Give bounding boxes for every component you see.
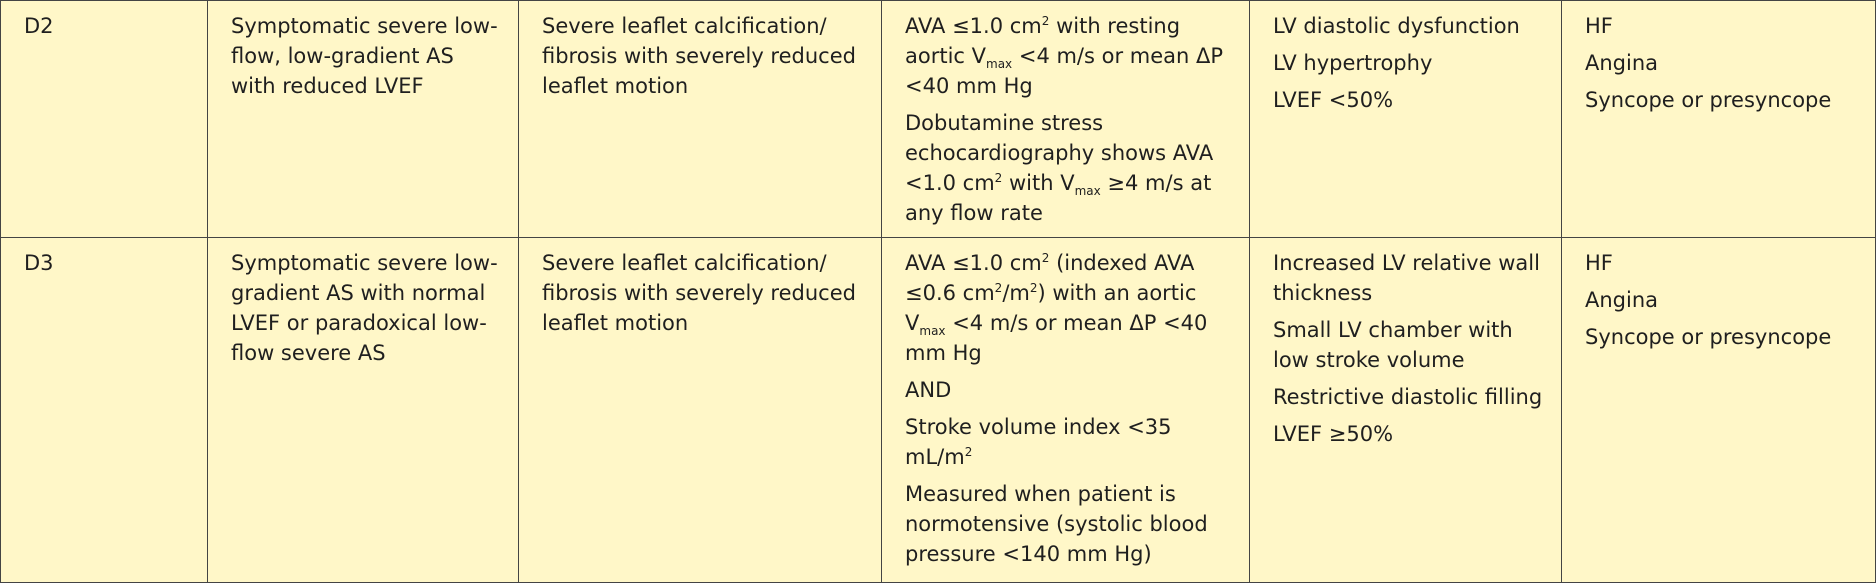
consequences-cell xyxy=(1250,238,1562,583)
hemodynamics-paragraph xyxy=(905,412,1233,472)
max-subscript: max xyxy=(986,57,1013,71)
symptoms-cell xyxy=(1562,238,1876,583)
superscript-two: 2 xyxy=(994,281,1003,295)
stage-cell xyxy=(1,238,208,583)
hemodynamics-paragraph xyxy=(905,248,1233,368)
table-row-d2 xyxy=(1,1,1876,238)
definition-cell xyxy=(208,1,519,238)
definition-text: Symptomatic severe low-gradient AS with normal LVEF or paradoxical low-flow severe AS xyxy=(231,251,498,365)
hemodynamics-text: Stroke volume index <35 mL/m xyxy=(905,415,1172,469)
symptom-item: Angina xyxy=(1585,51,1659,75)
consequence-item: LV diastolic dysfunction xyxy=(1273,14,1520,38)
symptom-item: Syncope or presyncope xyxy=(1585,88,1832,112)
hemodynamics-text: Dobutamine stress echocardiography shows AVA <1.0 cm xyxy=(905,111,1214,195)
stage-label: D3 xyxy=(24,251,54,275)
hemodynamics-text: /m xyxy=(1002,281,1030,305)
valve-anatomy-text: Severe leaflet calcification/ fibrosis with severely reduced leaflet motion xyxy=(542,14,856,98)
hemodynamics-text: <4 m/s or mean ΔP <40 mm Hg xyxy=(905,44,1224,98)
consequence-item: LVEF <50% xyxy=(1273,88,1394,112)
hemodynamics-text: with V xyxy=(1002,171,1075,195)
superscript-two: 2 xyxy=(994,171,1003,185)
symptom-item: HF xyxy=(1585,251,1613,275)
max-subscript: max xyxy=(1074,184,1101,198)
superscript-two: 2 xyxy=(1029,281,1038,295)
consequence-item: Increased LV relative wall thickness xyxy=(1273,251,1540,305)
superscript-two: 2 xyxy=(1041,14,1050,28)
symptoms-cell xyxy=(1562,1,1876,238)
hemodynamics-paragraph: Measured when patient is normotensive (systolic blood pressure <140 mm Hg) xyxy=(905,482,1208,566)
definition-cell xyxy=(208,238,519,583)
hemodynamics-text: with resting aortic V xyxy=(905,14,1181,68)
valve-anatomy-text: Severe leaflet calcification/ fibrosis with severely reduced leaflet motion xyxy=(542,251,856,335)
hemodynamics-cell xyxy=(882,1,1250,238)
hemodynamics-text: ) with an aortic V xyxy=(905,281,1197,335)
hemodynamics-cell xyxy=(882,238,1250,583)
hemodynamics-paragraph xyxy=(905,11,1233,101)
hemodynamics-text: (indexed AVA ≤0.6 cm xyxy=(905,251,1195,305)
consequence-item: Small LV chamber with low stroke volume xyxy=(1273,318,1513,372)
hemodynamics-text: AVA ≤1.0 cm xyxy=(905,14,1042,38)
hemodynamics-text: <4 m/s or mean ΔP <40 mm Hg xyxy=(905,311,1208,365)
hemodynamics-and-label: AND xyxy=(905,378,952,402)
consequence-item: LV hypertrophy xyxy=(1273,51,1433,75)
superscript-two: 2 xyxy=(1041,251,1050,265)
symptom-item: Angina xyxy=(1585,288,1659,312)
consequences-cell xyxy=(1250,1,1562,238)
stage-label: D2 xyxy=(24,14,54,38)
hemodynamics-paragraph xyxy=(905,108,1233,228)
consequence-item: Restrictive diastolic filling xyxy=(1273,385,1543,409)
stage-cell xyxy=(1,1,208,238)
symptom-item: HF xyxy=(1585,14,1613,38)
consequence-item: LVEF ≥50% xyxy=(1273,422,1394,446)
superscript-two: 2 xyxy=(964,445,973,459)
valve-anatomy-cell xyxy=(519,238,882,583)
max-subscript: max xyxy=(919,324,946,338)
valve-anatomy-cell xyxy=(519,1,882,238)
hemodynamics-text: ≥4 m/s at any flow rate xyxy=(905,171,1212,225)
table-row-d3 xyxy=(1,238,1876,583)
hemodynamics-text: AVA ≤1.0 cm xyxy=(905,251,1042,275)
symptom-item: Syncope or presyncope xyxy=(1585,325,1832,349)
definition-text: Symptomatic severe low-flow, low-gradient AS with reduced LVEF xyxy=(231,14,498,98)
